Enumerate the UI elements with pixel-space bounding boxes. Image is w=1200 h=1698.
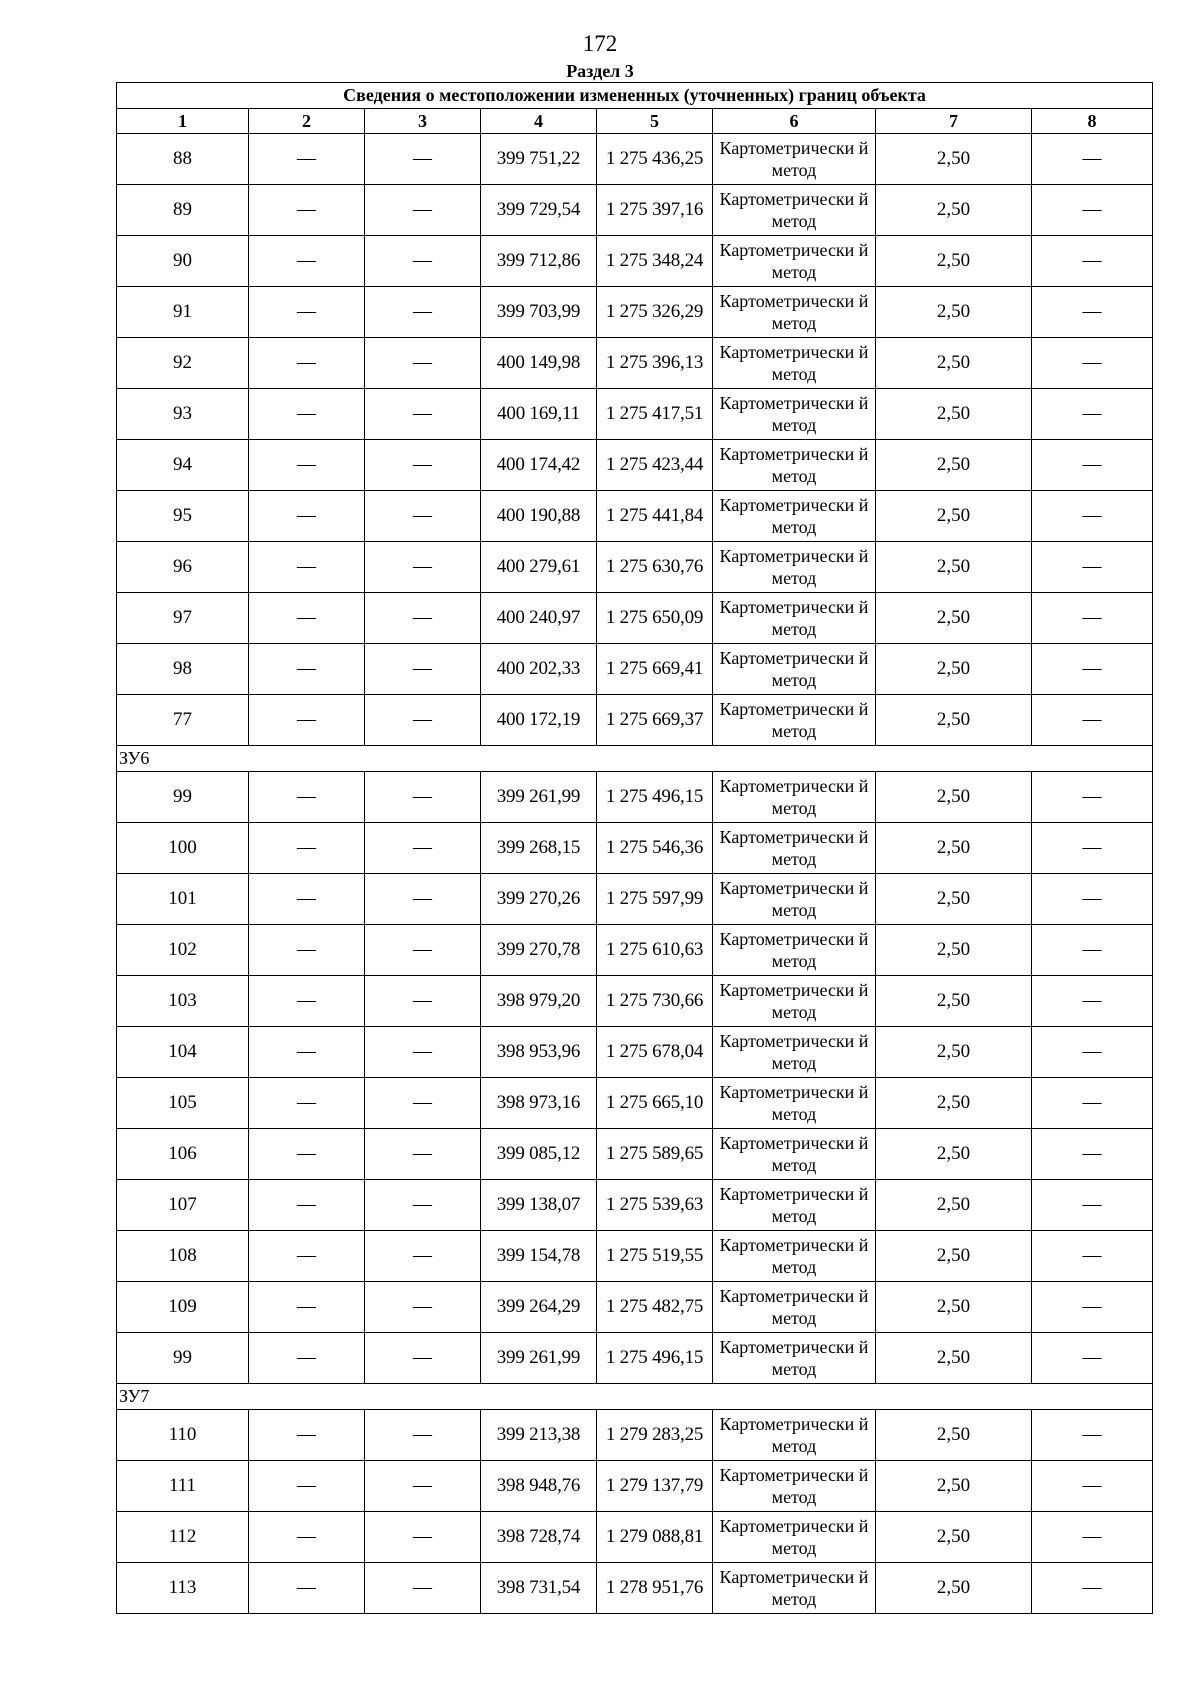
group-header-row <box>117 1384 1153 1410</box>
point-number-cell: 77 <box>117 695 249 746</box>
accuracy-cell: 2,50 <box>876 542 1032 593</box>
col3-cell: — <box>365 1180 481 1231</box>
method-cell: Картометрически й метод <box>713 1512 876 1563</box>
y-coordinate-cell: 1 275 678,04 <box>597 1027 713 1078</box>
table-row <box>117 134 1153 185</box>
table-header-row <box>117 109 1153 134</box>
col2-cell: — <box>249 1563 365 1614</box>
x-coordinate-cell: 398 948,76 <box>481 1461 597 1512</box>
point-number-cell: 90 <box>117 236 249 287</box>
accuracy-cell: 2,50 <box>876 1410 1032 1461</box>
accuracy-cell: 2,50 <box>876 1461 1032 1512</box>
col8-cell: — <box>1032 1410 1153 1461</box>
col2-cell: — <box>249 1461 365 1512</box>
col8-cell: — <box>1032 134 1153 185</box>
column-header: 3 <box>365 109 481 134</box>
table-row <box>117 491 1153 542</box>
accuracy-cell: 2,50 <box>876 695 1032 746</box>
accuracy-cell: 2,50 <box>876 1231 1032 1282</box>
x-coordinate-cell: 400 169,11 <box>481 389 597 440</box>
col2-cell: — <box>249 287 365 338</box>
y-coordinate-cell: 1 275 630,76 <box>597 542 713 593</box>
group-label: ЗУ7 <box>117 1384 1153 1410</box>
y-coordinate-cell: 1 275 482,75 <box>597 1282 713 1333</box>
method-cell: Картометрически й метод <box>713 1180 876 1231</box>
y-coordinate-cell: 1 275 326,29 <box>597 287 713 338</box>
col8-cell: — <box>1032 185 1153 236</box>
col8-cell: — <box>1032 695 1153 746</box>
method-cell: Картометрически й метод <box>713 1410 876 1461</box>
col3-cell: — <box>365 134 481 185</box>
point-number-cell: 107 <box>117 1180 249 1231</box>
col2-cell: — <box>249 925 365 976</box>
y-coordinate-cell: 1 275 496,15 <box>597 772 713 823</box>
col8-cell: — <box>1032 644 1153 695</box>
accuracy-cell: 2,50 <box>876 338 1032 389</box>
col2-cell: — <box>249 1180 365 1231</box>
col8-cell: — <box>1032 925 1153 976</box>
accuracy-cell: 2,50 <box>876 1333 1032 1384</box>
y-coordinate-cell: 1 275 348,24 <box>597 236 713 287</box>
col8-cell: — <box>1032 874 1153 925</box>
point-number-cell: 103 <box>117 976 249 1027</box>
y-coordinate-cell: 1 275 597,99 <box>597 874 713 925</box>
col8-cell: — <box>1032 1129 1153 1180</box>
x-coordinate-cell: 400 174,42 <box>481 440 597 491</box>
col8-cell: — <box>1032 1231 1153 1282</box>
point-number-cell: 92 <box>117 338 249 389</box>
x-coordinate-cell: 398 979,20 <box>481 976 597 1027</box>
point-number-cell: 93 <box>117 389 249 440</box>
method-cell: Картометрически й метод <box>713 491 876 542</box>
method-cell: Картометрически й метод <box>713 1282 876 1333</box>
col3-cell: — <box>365 185 481 236</box>
col3-cell: — <box>365 1333 481 1384</box>
col8-cell: — <box>1032 1333 1153 1384</box>
table-row <box>117 1078 1153 1129</box>
x-coordinate-cell: 398 731,54 <box>481 1563 597 1614</box>
table-row <box>117 1512 1153 1563</box>
col2-cell: — <box>249 440 365 491</box>
y-coordinate-cell: 1 279 283,25 <box>597 1410 713 1461</box>
point-number-cell: 112 <box>117 1512 249 1563</box>
point-number-cell: 88 <box>117 134 249 185</box>
col8-cell: — <box>1032 236 1153 287</box>
col8-cell: — <box>1032 772 1153 823</box>
col2-cell: — <box>249 1512 365 1563</box>
accuracy-cell: 2,50 <box>876 185 1032 236</box>
x-coordinate-cell: 398 973,16 <box>481 1078 597 1129</box>
y-coordinate-cell: 1 275 610,63 <box>597 925 713 976</box>
col2-cell: — <box>249 593 365 644</box>
table-row <box>117 644 1153 695</box>
x-coordinate-cell: 399 268,15 <box>481 823 597 874</box>
col3-cell: — <box>365 874 481 925</box>
col2-cell: — <box>249 185 365 236</box>
col2-cell: — <box>249 1078 365 1129</box>
y-coordinate-cell: 1 275 730,66 <box>597 976 713 1027</box>
table-row <box>117 1333 1153 1384</box>
col8-cell: — <box>1032 1461 1153 1512</box>
x-coordinate-cell: 400 279,61 <box>481 542 597 593</box>
y-coordinate-cell: 1 275 539,63 <box>597 1180 713 1231</box>
col8-cell: — <box>1032 389 1153 440</box>
section-title: Раздел 3 <box>566 61 634 81</box>
col8-cell: — <box>1032 593 1153 644</box>
col8-cell: — <box>1032 823 1153 874</box>
method-cell: Картометрически й метод <box>713 542 876 593</box>
table-row <box>117 1129 1153 1180</box>
column-header: 4 <box>481 109 597 134</box>
col3-cell: — <box>365 1282 481 1333</box>
column-header: 6 <box>713 109 876 134</box>
col3-cell: — <box>365 976 481 1027</box>
point-number-cell: 100 <box>117 823 249 874</box>
col2-cell: — <box>249 1129 365 1180</box>
y-coordinate-cell: 1 275 397,16 <box>597 185 713 236</box>
x-coordinate-cell: 399 261,99 <box>481 1333 597 1384</box>
col3-cell: — <box>365 1512 481 1563</box>
method-cell: Картометрически й метод <box>713 695 876 746</box>
table-row <box>117 976 1153 1027</box>
y-coordinate-cell: 1 279 137,79 <box>597 1461 713 1512</box>
y-coordinate-cell: 1 275 546,36 <box>597 823 713 874</box>
column-header: 7 <box>876 109 1032 134</box>
col2-cell: — <box>249 236 365 287</box>
accuracy-cell: 2,50 <box>876 1027 1032 1078</box>
table-row <box>117 1282 1153 1333</box>
accuracy-cell: 2,50 <box>876 134 1032 185</box>
point-number-cell: 113 <box>117 1563 249 1614</box>
table-row <box>117 338 1153 389</box>
table-row <box>117 1563 1153 1614</box>
accuracy-cell: 2,50 <box>876 491 1032 542</box>
method-cell: Картометрически й метод <box>713 1231 876 1282</box>
y-coordinate-cell: 1 275 423,44 <box>597 440 713 491</box>
x-coordinate-cell: 400 202,33 <box>481 644 597 695</box>
accuracy-cell: 2,50 <box>876 1180 1032 1231</box>
table-row <box>117 925 1153 976</box>
method-cell: Картометрически й метод <box>713 287 876 338</box>
y-coordinate-cell: 1 275 417,51 <box>597 389 713 440</box>
col3-cell: — <box>365 772 481 823</box>
y-coordinate-cell: 1 275 436,25 <box>597 134 713 185</box>
y-coordinate-cell: 1 279 088,81 <box>597 1512 713 1563</box>
y-coordinate-cell: 1 275 665,10 <box>597 1078 713 1129</box>
x-coordinate-cell: 399 729,54 <box>481 185 597 236</box>
table-row <box>117 772 1153 823</box>
point-number-cell: 96 <box>117 542 249 593</box>
x-coordinate-cell: 399 154,78 <box>481 1231 597 1282</box>
x-coordinate-cell: 399 138,07 <box>481 1180 597 1231</box>
method-cell: Картометрически й метод <box>713 1027 876 1078</box>
col8-cell: — <box>1032 338 1153 389</box>
col3-cell: — <box>365 1027 481 1078</box>
y-coordinate-cell: 1 275 441,84 <box>597 491 713 542</box>
method-cell: Картометрически й метод <box>713 772 876 823</box>
table-row <box>117 1410 1153 1461</box>
y-coordinate-cell: 1 275 669,41 <box>597 644 713 695</box>
method-cell: Картометрически й метод <box>713 1563 876 1614</box>
column-header: 1 <box>117 109 249 134</box>
col3-cell: — <box>365 1563 481 1614</box>
table-row <box>117 874 1153 925</box>
point-number-cell: 97 <box>117 593 249 644</box>
col3-cell: — <box>365 925 481 976</box>
accuracy-cell: 2,50 <box>876 644 1032 695</box>
col3-cell: — <box>365 823 481 874</box>
table-row <box>117 440 1153 491</box>
point-number-cell: 101 <box>117 874 249 925</box>
y-coordinate-cell: 1 275 396,13 <box>597 338 713 389</box>
method-cell: Картометрически й метод <box>713 976 876 1027</box>
point-number-cell: 106 <box>117 1129 249 1180</box>
method-cell: Картометрически й метод <box>713 1129 876 1180</box>
col8-cell: — <box>1032 1563 1153 1614</box>
method-cell: Картометрически й метод <box>713 874 876 925</box>
x-coordinate-cell: 400 172,19 <box>481 695 597 746</box>
y-coordinate-cell: 1 275 496,15 <box>597 1333 713 1384</box>
point-number-cell: 109 <box>117 1282 249 1333</box>
table-row <box>117 185 1153 236</box>
accuracy-cell: 2,50 <box>876 1129 1032 1180</box>
accuracy-cell: 2,50 <box>876 823 1032 874</box>
point-number-cell: 108 <box>117 1231 249 1282</box>
method-cell: Картометрически й метод <box>713 185 876 236</box>
col2-cell: — <box>249 1410 365 1461</box>
accuracy-cell: 2,50 <box>876 236 1032 287</box>
col2-cell: — <box>249 874 365 925</box>
col2-cell: — <box>249 1027 365 1078</box>
col8-cell: — <box>1032 1512 1153 1563</box>
col3-cell: — <box>365 695 481 746</box>
col8-cell: — <box>1032 542 1153 593</box>
method-cell: Картометрически й метод <box>713 1461 876 1512</box>
point-number-cell: 99 <box>117 1333 249 1384</box>
col2-cell: — <box>249 1231 365 1282</box>
table-row <box>117 1180 1153 1231</box>
x-coordinate-cell: 399 085,12 <box>481 1129 597 1180</box>
accuracy-cell: 2,50 <box>876 1282 1032 1333</box>
table-row <box>117 1027 1153 1078</box>
y-coordinate-cell: 1 275 519,55 <box>597 1231 713 1282</box>
method-cell: Картометрически й метод <box>713 1078 876 1129</box>
x-coordinate-cell: 398 728,74 <box>481 1512 597 1563</box>
method-cell: Картометрически й метод <box>713 823 876 874</box>
x-coordinate-cell: 400 190,88 <box>481 491 597 542</box>
col8-cell: — <box>1032 287 1153 338</box>
col3-cell: — <box>365 1461 481 1512</box>
col8-cell: — <box>1032 1180 1153 1231</box>
col3-cell: — <box>365 593 481 644</box>
col3-cell: — <box>365 236 481 287</box>
method-cell: Картометрически й метод <box>713 644 876 695</box>
col8-cell: — <box>1032 1027 1153 1078</box>
table-row <box>117 542 1153 593</box>
col2-cell: — <box>249 644 365 695</box>
column-header: 8 <box>1032 109 1153 134</box>
x-coordinate-cell: 398 953,96 <box>481 1027 597 1078</box>
accuracy-cell: 2,50 <box>876 772 1032 823</box>
x-coordinate-cell: 399 270,26 <box>481 874 597 925</box>
col2-cell: — <box>249 1282 365 1333</box>
table-body <box>117 134 1153 1614</box>
col2-cell: — <box>249 695 365 746</box>
col8-cell: — <box>1032 1078 1153 1129</box>
point-number-cell: 110 <box>117 1410 249 1461</box>
accuracy-cell: 2,50 <box>876 1078 1032 1129</box>
column-header: 5 <box>597 109 713 134</box>
method-cell: Картометрически й метод <box>713 593 876 644</box>
col3-cell: — <box>365 440 481 491</box>
point-number-cell: 98 <box>117 644 249 695</box>
x-coordinate-cell: 399 712,86 <box>481 236 597 287</box>
col3-cell: — <box>365 542 481 593</box>
x-coordinate-cell: 400 149,98 <box>481 338 597 389</box>
col3-cell: — <box>365 1231 481 1282</box>
col2-cell: — <box>249 491 365 542</box>
accuracy-cell: 2,50 <box>876 593 1032 644</box>
table-caption: Сведения о местоположении измененных (уточненных) границ объекта <box>117 83 1153 109</box>
x-coordinate-cell: 399 751,22 <box>481 134 597 185</box>
method-cell: Картометрически й метод <box>713 925 876 976</box>
accuracy-cell: 2,50 <box>876 1563 1032 1614</box>
accuracy-cell: 2,50 <box>876 874 1032 925</box>
column-header: 2 <box>249 109 365 134</box>
method-cell: Картометрически й метод <box>713 389 876 440</box>
col8-cell: — <box>1032 491 1153 542</box>
table-row <box>117 1231 1153 1282</box>
y-coordinate-cell: 1 275 669,37 <box>597 695 713 746</box>
accuracy-cell: 2,50 <box>876 440 1032 491</box>
x-coordinate-cell: 399 270,78 <box>481 925 597 976</box>
col2-cell: — <box>249 134 365 185</box>
group-label: ЗУ6 <box>117 746 1153 772</box>
col2-cell: — <box>249 542 365 593</box>
point-number-cell: 102 <box>117 925 249 976</box>
point-number-cell: 94 <box>117 440 249 491</box>
table-row <box>117 593 1153 644</box>
col3-cell: — <box>365 491 481 542</box>
table-row <box>117 287 1153 338</box>
point-number-cell: 105 <box>117 1078 249 1129</box>
point-number-cell: 111 <box>117 1461 249 1512</box>
col3-cell: — <box>365 1078 481 1129</box>
table-row <box>117 1461 1153 1512</box>
method-cell: Картометрически й метод <box>713 236 876 287</box>
table-row <box>117 695 1153 746</box>
x-coordinate-cell: 400 240,97 <box>481 593 597 644</box>
point-number-cell: 99 <box>117 772 249 823</box>
accuracy-cell: 2,50 <box>876 925 1032 976</box>
x-coordinate-cell: 399 264,29 <box>481 1282 597 1333</box>
col8-cell: — <box>1032 1282 1153 1333</box>
boundary-coordinates-table <box>116 82 1153 1614</box>
accuracy-cell: 2,50 <box>876 287 1032 338</box>
page-number: 172 <box>582 31 618 56</box>
method-cell: Картометрически й метод <box>713 134 876 185</box>
col3-cell: — <box>365 1129 481 1180</box>
col2-cell: — <box>249 976 365 1027</box>
col2-cell: — <box>249 772 365 823</box>
point-number-cell: 91 <box>117 287 249 338</box>
col3-cell: — <box>365 644 481 695</box>
table-row <box>117 823 1153 874</box>
col3-cell: — <box>365 287 481 338</box>
method-cell: Картометрически й метод <box>713 1333 876 1384</box>
col2-cell: — <box>249 338 365 389</box>
y-coordinate-cell: 1 278 951,76 <box>597 1563 713 1614</box>
point-number-cell: 104 <box>117 1027 249 1078</box>
accuracy-cell: 2,50 <box>876 976 1032 1027</box>
method-cell: Картометрически й метод <box>713 338 876 389</box>
col2-cell: — <box>249 389 365 440</box>
y-coordinate-cell: 1 275 650,09 <box>597 593 713 644</box>
accuracy-cell: 2,50 <box>876 1512 1032 1563</box>
table-row <box>117 236 1153 287</box>
accuracy-cell: 2,50 <box>876 389 1032 440</box>
col2-cell: — <box>249 1333 365 1384</box>
x-coordinate-cell: 399 261,99 <box>481 772 597 823</box>
col8-cell: — <box>1032 976 1153 1027</box>
col3-cell: — <box>365 1410 481 1461</box>
col3-cell: — <box>365 338 481 389</box>
method-cell: Картометрически й метод <box>713 440 876 491</box>
col2-cell: — <box>249 823 365 874</box>
point-number-cell: 89 <box>117 185 249 236</box>
table-row <box>117 389 1153 440</box>
x-coordinate-cell: 399 703,99 <box>481 287 597 338</box>
col8-cell: — <box>1032 440 1153 491</box>
y-coordinate-cell: 1 275 589,65 <box>597 1129 713 1180</box>
point-number-cell: 95 <box>117 491 249 542</box>
col3-cell: — <box>365 389 481 440</box>
group-header-row <box>117 746 1153 772</box>
x-coordinate-cell: 399 213,38 <box>481 1410 597 1461</box>
